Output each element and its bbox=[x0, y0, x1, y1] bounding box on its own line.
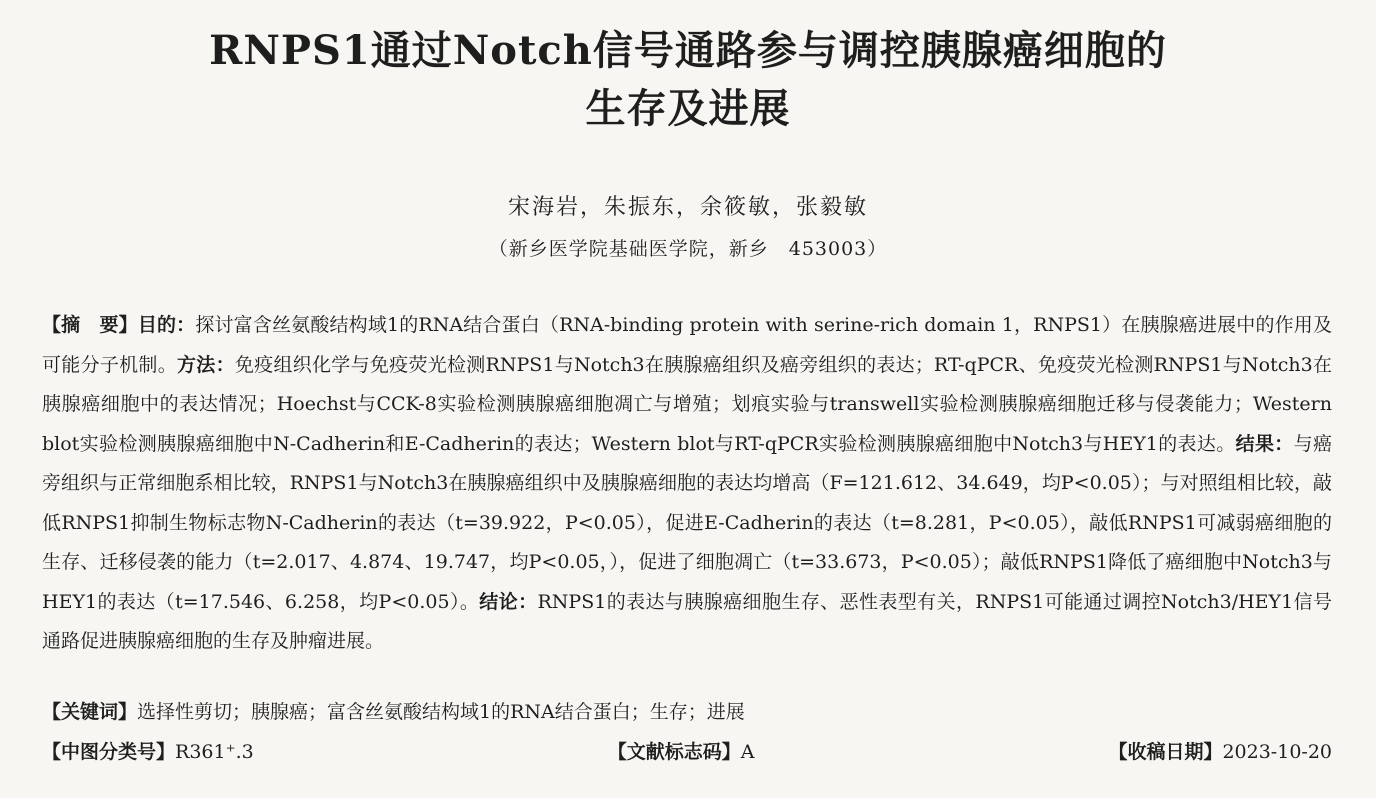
classification bbox=[42, 736, 254, 768]
objective-text: 探讨富含丝氨酸结构域1的RNA结合蛋白（RNA-binding protein with serine-rich domain 1，RNPS1）在胰腺癌进展中的作用及可能分子机制。 bbox=[42, 314, 1332, 376]
results-label: 结果： bbox=[1235, 432, 1294, 455]
objective-label: 目的： bbox=[137, 314, 196, 336]
conclusion-label: 结论： bbox=[479, 590, 538, 613]
results-text: 与癌旁组织与正常细胞系相比较，RNPS1与Notch3在胰腺癌组织中及胰腺癌细胞的表达均增高（F=121.612、34.649，均P<0.05）；与对照组相比较，敲低RNPS1抑制生物标志物N-Cadherin的表达（t=39.922，P<0.05），促进E-Cadherin的表达（t=8.281，P<0.05），敲低RNPS1可减弱癌细胞的生存、迁移侵袭的能力（t=2.017、4.874、19.747，均P<0.05，），促进了细胞凋亡（t=33.673，P<0.05）；敲低RNPS1降低了癌细胞中Notch3与HEY1的表达（t=17.546、6.258，均P<0.05）。 bbox=[42, 432, 1332, 613]
title-line-1: RNPS1通过Notch信号通路参与调控胰腺癌细胞的 bbox=[209, 27, 1167, 74]
paper-title bbox=[0, 22, 1376, 138]
received-label: 【收稿日期】 bbox=[1108, 741, 1223, 763]
abstract bbox=[42, 306, 1332, 662]
classification-value: R361⁺.3 bbox=[175, 741, 254, 763]
title-line-2: 生存及进展 bbox=[585, 85, 791, 132]
author-list: 宋海岩，朱振东，余筱敏，张毅敏 bbox=[507, 195, 868, 220]
conclusion-text: RNPS1的表达与胰腺癌细胞生存、恶性表型有关，RNPS1可能通过调控Notch3/HEY1信号通路促进胰腺癌细胞的生存及肿瘤进展。 bbox=[42, 590, 1332, 652]
received-date bbox=[1108, 736, 1332, 768]
abstract-label: 【摘 要】 bbox=[42, 314, 138, 336]
methods-label: 方法： bbox=[177, 353, 235, 376]
doc-code-value: A bbox=[740, 741, 755, 763]
doc-code bbox=[608, 736, 755, 768]
keywords-text: 选择性剪切；胰腺癌；富含丝氨酸结构域1的RNA结合蛋白；生存；进展 bbox=[137, 701, 745, 723]
keywords-label: 【关键词】 bbox=[42, 701, 138, 723]
methods-text: 免疫组织化学与免疫荧光检测RNPS1与Notch3在胰腺癌组织及癌旁组织的表达；RT-qPCR、免疫荧光检测RNPS1与Notch3在胰腺癌细胞中的表达情况；Hoechst与CCK-8实验检测胰腺癌细胞凋亡与增殖；划痕实验与transwell实验检测胰腺癌细胞迁移与侵袭能力；Western blot实验检测胰腺癌细胞中N-Cadherin和E-Cadherin的表达；Western blot与RT-qPCR实验检测胰腺癌细胞中Notch3与HEY1的表达。 bbox=[42, 353, 1332, 455]
article-meta bbox=[42, 736, 1332, 768]
doc-code-label: 【文献标志码】 bbox=[607, 741, 741, 763]
keywords bbox=[42, 696, 1332, 728]
affiliation: （新乡医学院基础医学院，新乡 453003） bbox=[488, 238, 888, 260]
classification-label: 【中图分类号】 bbox=[42, 741, 176, 763]
received-value: 2023-10-20 bbox=[1222, 741, 1332, 763]
